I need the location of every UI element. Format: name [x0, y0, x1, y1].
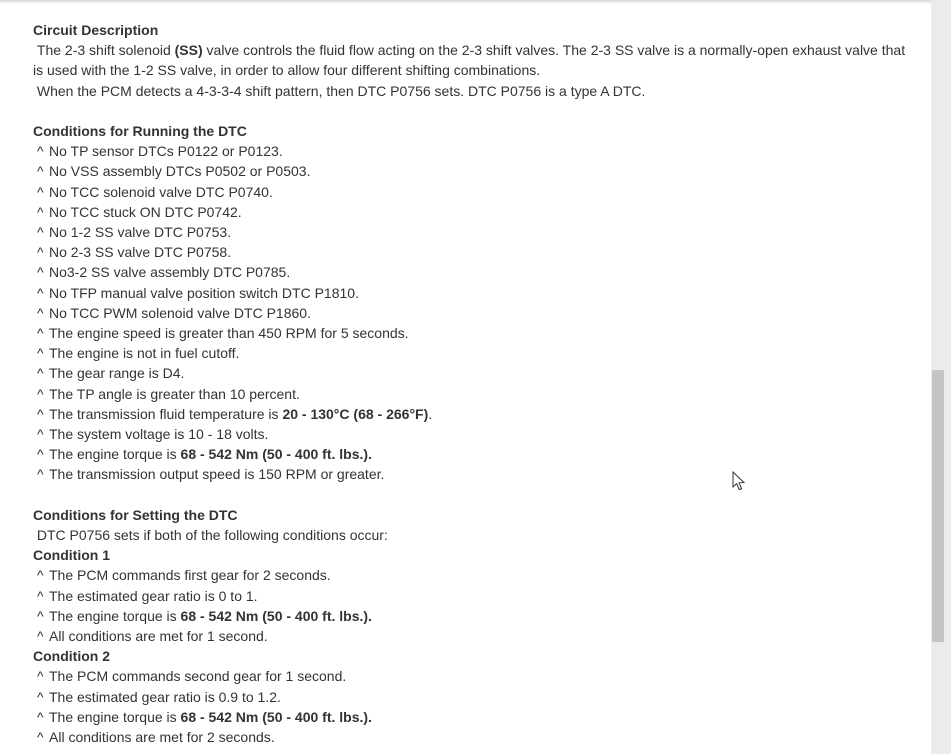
list-item-text: The PCM commands second gear for 1 second.: [49, 668, 347, 685]
caret-bullet: ^: [37, 284, 44, 301]
list-item-text: No3-2 SS valve assembly DTC P0785.: [49, 264, 291, 281]
list-item: [33, 141, 918, 161]
text-segment: valve controls the fluid flow acting on the 2-3 shift valves. The 2-3 SS valve is a normally-open exhaust valve that is used with the 1-2 SS valve, in order to allow four different shifting combinations.: [33, 42, 909, 79]
list-item: [33, 242, 918, 262]
running-conditions-heading: Conditions for Running the DTC: [33, 123, 247, 139]
list-item: [33, 161, 918, 181]
caret-bullet: ^: [37, 325, 44, 342]
setting-conditions-heading: Conditions for Setting the DTC: [33, 506, 238, 523]
list-item-text: The engine torque is: [49, 708, 181, 725]
list-item: [33, 606, 918, 626]
list-item: [33, 303, 918, 323]
bold-text: 68 - 542 Nm (50 - 400 ft. lbs.).: [180, 446, 372, 463]
list-item: [33, 424, 918, 444]
bold-text: 20 - 130°C (68 - 266°F): [282, 405, 429, 422]
list-item: [33, 343, 918, 363]
list-item-text: The PCM commands first gear for 2 seconds.: [49, 567, 331, 584]
spacer: [33, 101, 918, 121]
list-item: [33, 262, 918, 282]
list-item: [33, 666, 918, 686]
caret-bullet: ^: [37, 426, 44, 443]
caret-bullet: ^: [37, 405, 44, 422]
caret-bullet: ^: [37, 183, 44, 200]
list-item: [33, 687, 918, 707]
list-item-text: The TP angle is greater than 10 percent.: [49, 385, 300, 402]
caret-bullet: ^: [37, 244, 44, 261]
condition-2-heading: Condition 2: [33, 648, 110, 665]
caret-bullet: ^: [37, 224, 44, 241]
list-item-text: The engine torque is: [49, 607, 181, 624]
caret-bullet: ^: [37, 688, 44, 705]
caret-bullet: ^: [37, 304, 44, 321]
list-item-text: The engine torque is: [49, 446, 181, 463]
list-item: [33, 283, 918, 303]
caret-bullet: ^: [37, 446, 44, 463]
list-item-text: The engine speed is greater than 450 RPM for 5 seconds.: [49, 325, 409, 342]
list-item: [33, 384, 918, 404]
list-item: [33, 182, 918, 202]
list-item-text: The system voltage is 10 - 18 volts.: [49, 426, 269, 443]
list-item: [33, 727, 918, 747]
caret-bullet: ^: [37, 264, 44, 281]
list-item: [33, 707, 918, 727]
condition-1-heading: Condition 1: [33, 547, 110, 564]
mouse-cursor-icon: [732, 471, 746, 491]
list-item: [33, 404, 918, 424]
list-item-text: The transmission fluid temperature is: [49, 405, 283, 422]
caret-bullet: ^: [37, 143, 44, 160]
list-item-text: All conditions are met for 2 seconds.: [49, 729, 275, 746]
circuit-description-paragraph-2: When the PCM detects a 4-3-3-4 shift pattern, then DTC P0756 sets. DTC P0756 is a type A DTC.: [33, 82, 646, 99]
list-item-text: All conditions are met for 1 second.: [49, 628, 268, 645]
spacer: [33, 485, 918, 505]
list-item-text: The estimated gear ratio is 0.9 to 1.2.: [49, 688, 281, 705]
list-item-text: No 1-2 SS valve DTC P0753.: [49, 224, 232, 241]
list-item: [33, 222, 918, 242]
caret-bullet: ^: [37, 385, 44, 402]
caret-bullet: ^: [37, 567, 44, 584]
list-item: [33, 323, 918, 343]
caret-bullet: ^: [37, 203, 44, 220]
list-item-text: The gear range is D4.: [49, 365, 185, 382]
caret-bullet: ^: [37, 628, 44, 645]
list-item-text: No TCC stuck ON DTC P0742.: [49, 203, 242, 220]
list-item: [33, 464, 918, 484]
list-item-text: The estimated gear ratio is 0 to 1.: [49, 587, 258, 604]
list-item: [33, 444, 918, 464]
list-item-text: .: [428, 405, 433, 422]
document-content: [33, 20, 918, 747]
caret-bullet: ^: [37, 708, 44, 725]
caret-bullet: ^: [37, 607, 44, 624]
caret-bullet: ^: [37, 365, 44, 382]
caret-bullet: ^: [37, 345, 44, 362]
bold-text: 68 - 542 Nm (50 - 400 ft. lbs.).: [180, 607, 372, 624]
setting-intro: DTC P0756 sets if both of the following conditions occur:: [33, 527, 388, 544]
list-item: [33, 202, 918, 222]
text-segment: The 2-3 shift solenoid: [33, 42, 175, 59]
list-item-text: No TCC solenoid valve DTC P0740.: [49, 183, 273, 200]
scrollbar-thumb[interactable]: [932, 370, 944, 642]
bold-text: (SS): [174, 42, 203, 59]
list-item: [33, 586, 918, 606]
caret-bullet: ^: [37, 466, 44, 483]
list-item-text: No TCC PWM solenoid valve DTC P1860.: [49, 304, 311, 321]
list-item-text: No TFP manual valve position switch DTC P1810.: [49, 284, 359, 301]
top-shadow: [0, 0, 931, 4]
circuit-description-heading: Circuit Description: [33, 22, 159, 38]
caret-bullet: ^: [37, 668, 44, 685]
list-item-text: No TP sensor DTCs P0122 or P0123.: [49, 143, 283, 160]
bold-text: 68 - 542 Nm (50 - 400 ft. lbs.).: [180, 708, 372, 725]
list-item-text: No VSS assembly DTCs P0502 or P0503.: [49, 163, 311, 180]
list-item: [33, 626, 918, 646]
circuit-description-paragraph: [33, 40, 918, 80]
list-item: [33, 363, 918, 383]
caret-bullet: ^: [37, 163, 44, 180]
caret-bullet: ^: [37, 729, 44, 746]
list-item-text: The transmission output speed is 150 RPM or greater.: [49, 466, 385, 483]
list-item-text: No 2-3 SS valve DTC P0758.: [49, 244, 232, 261]
list-item: [33, 565, 918, 585]
caret-bullet: ^: [37, 587, 44, 604]
list-item-text: The engine is not in fuel cutoff.: [49, 345, 240, 362]
